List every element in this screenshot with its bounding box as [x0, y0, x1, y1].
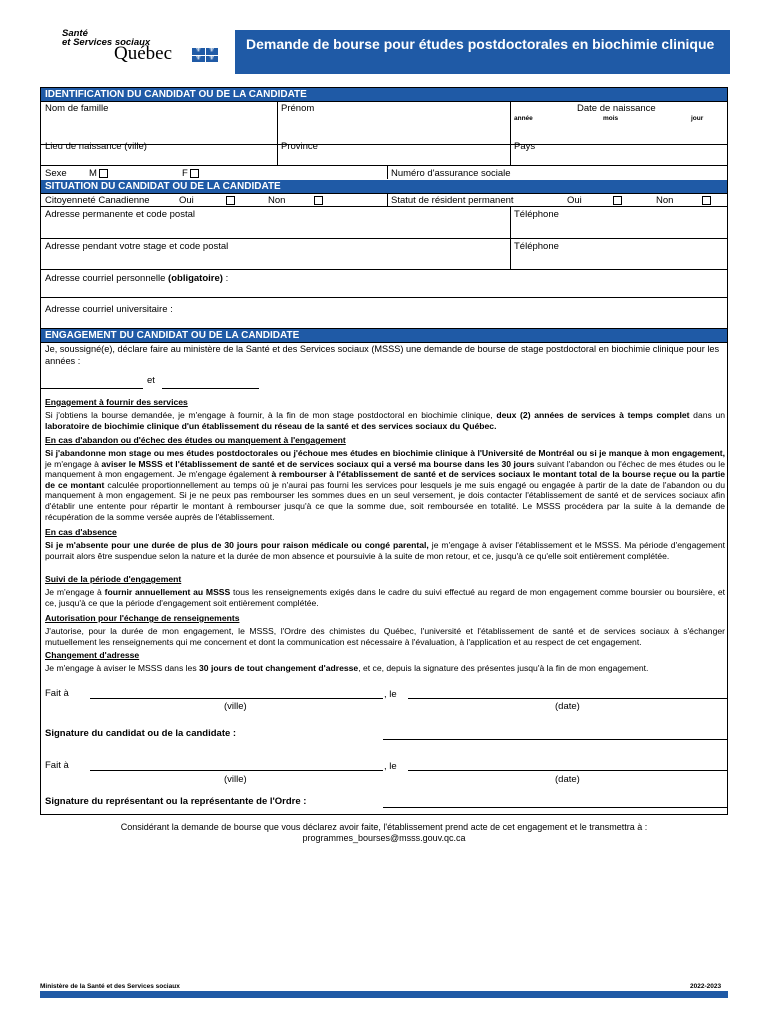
paragraph-follow-up: Je m'engage à fournir annuellement au MSSS tous les renseignements exigés dans le cadre du suivi effectué au regard de mon engagement comme boursier ou boursière, et ce, jusqu'à ce que la période d'engagement soit entièrement complétée.: [45, 587, 725, 608]
footer-ministry: Ministère de la Santé et des Services sociaux: [40, 983, 180, 990]
label-first-name: Prénom: [281, 103, 315, 114]
label-year: année: [514, 115, 533, 122]
title-banner: [235, 30, 730, 74]
label-country: Pays: [514, 141, 536, 152]
label-personal-email: Adresse courriel personnelle (obligatoire) :: [45, 273, 229, 284]
label-order-signature: Signature du représentant ou la représentante de l'Ordre :: [45, 796, 307, 807]
checkbox-citizenship-yes[interactable]: [226, 196, 235, 205]
label-city-2: (ville): [224, 774, 247, 785]
order-signature-line[interactable]: [383, 807, 727, 808]
heading-services: Engagement à fournir des services: [45, 397, 188, 407]
sex-male-option[interactable]: M: [89, 168, 108, 179]
label-day: jour: [691, 115, 704, 122]
citizenship-yes-label: Oui: [179, 195, 194, 206]
checkbox-female[interactable]: [190, 169, 199, 178]
label-on-2: , le: [384, 761, 397, 772]
label-phone-1: Téléphone: [514, 209, 559, 220]
label-citizenship: Citoyenneté Canadienne: [45, 195, 150, 206]
heading-authorization: Autorisation pour l'échange de renseignements: [45, 613, 240, 623]
citizenship-no-label: Non: [268, 195, 286, 206]
label-on-1: , le: [384, 689, 397, 700]
page-title: Demande de bourse pour études postdoctorales en biochimie clinique: [246, 36, 715, 52]
candidate-signature-line[interactable]: [383, 739, 727, 740]
label-permanent-resident: Statut de résident permanent: [391, 195, 514, 206]
checkbox-citizenship-no[interactable]: [314, 196, 323, 205]
city-line-2[interactable]: [90, 770, 383, 771]
label-et: et: [147, 375, 155, 386]
label-sin: Numéro d'assurance sociale: [391, 168, 511, 179]
heading-absence: En cas d'absence: [45, 527, 117, 537]
footer-email[interactable]: programmes_bourses@msss.gouv.qc.ca: [302, 833, 466, 843]
logo-line-2: et Services sociaux: [62, 37, 151, 48]
label-last-name: Nom de famille: [45, 103, 109, 114]
paragraph-abandon: Si j'abandonne mon stage ou mes études postdoctorales ou j'échoue mes études en biochimie clinique à l'Université de Montréal ou si je manque à mon engagement, je m'engage à aviser le MSSS et l'établissement de santé et de services sociaux qui a versé ma bourse dans les 30 jours suivant l'abandon ou l'échec de mes études ou le manquement à mon engagement. Je m'engage également à rembourser à l'établissement de santé et de services sociaux le montant total de la bourse reçue ou la partie de ce montant calculée proportionnellement au temps où je n'aurai pas fourni les services pour lesquels je me suis engagé ou engagée à partir de la date de l'abandon ou du manquement à mon engagement. Si je ne peux pas rembourser les sommes dues en un seul versement, je dois contacter l'établissement de santé et de services sociaux afin d'établir une entente pour répartir le montant à rembourser jusqu'à ce que la somme due, soit remboursée en totalité. Le MSSS procédera par la suite à la demande de récupération de la somme versée auprès de l'établissement.: [45, 448, 726, 522]
label-province: Province: [281, 141, 318, 152]
paragraph-absence: Si je m'absente pour une durée de plus de 30 jours pour raison médicale ou congé parental, je m'engage à aviser l'établissement et le MSSS. Ma période d'engagement pourrait alors être suspendue selon la nature et la durée de mon absence et poursuivie à la suite de mon retour, et ce, jusqu'à ce qu'elle soit entièrement complétée.: [45, 540, 726, 561]
logo-line-1: Santé: [62, 28, 88, 39]
label-done-at-1: Fait à: [45, 688, 69, 699]
label-phone-2: Téléphone: [514, 241, 559, 252]
city-line-1[interactable]: [90, 698, 383, 699]
checkbox-resident-no[interactable]: [702, 196, 711, 205]
application-form: [40, 87, 728, 815]
label-sex: Sexe: [45, 168, 67, 179]
label-permanent-address: Adresse permanente et code postal: [45, 209, 195, 220]
label-university-email: Adresse courriel universitaire :: [45, 304, 173, 315]
checkbox-resident-yes[interactable]: [613, 196, 622, 205]
date-line-1[interactable]: [408, 698, 727, 699]
footer-year: 2022-2023: [690, 983, 722, 990]
paragraph-address-change: Je m'engage à aviser le MSSS dans les 30 jours de tout changement d'adresse, et ce, depuis la signature des présentes jusqu'à la fin de mon engagement.: [45, 663, 649, 673]
label-birth-date: Date de naissance: [577, 103, 656, 114]
footer-bar: [40, 991, 728, 998]
label-candidate-signature: Signature du candidat ou de la candidate :: [45, 728, 237, 739]
resident-no-label: Non: [656, 195, 674, 206]
checkbox-male[interactable]: [99, 169, 108, 178]
sex-female-option[interactable]: F: [182, 168, 199, 179]
label-city-1: (ville): [224, 701, 247, 712]
footer-notice: Considérant la demande de bourse que vous déclarez avoir faite, l'établissement prend acte de cet engagement et le transmettra à : programmes_bourses@msss.gouv.qc.ca: [40, 822, 728, 844]
label-birthplace: Lieu de naissance (ville): [45, 141, 147, 152]
section-header-engagement: ENGAGEMENT DU CANDIDAT OU DE LA CANDIDATE: [41, 329, 727, 342]
label-done-at-2: Fait à: [45, 760, 69, 771]
engagement-intro: Je, soussigné(e), déclare faire au ministère de la Santé et des Services sociaux (MSSS) une demande de bourse de stage postdoctoral en biochimie clinique pour les années :: [45, 344, 720, 366]
paragraph-authorization: J'autorise, pour la durée de mon engagement, le MSSS, l'Ordre des chimistes du Québec, l'université et l'établissement de santé et de services sociaux à s'échanger mutuellement les renseignements qui me concernent et dont la communication est nécessaire à l'évaluation, à l'application et au respect de cet engagement.: [45, 626, 725, 647]
label-stage-address: Adresse pendant votre stage et code postal: [45, 241, 229, 252]
heading-abandon: En cas d'abandon ou d'échec des études ou manquement à l'engagement: [45, 435, 346, 445]
section-header-situation: SITUATION DU CANDIDAT OU DE LA CANDIDATE: [41, 180, 727, 193]
date-line-2[interactable]: [408, 770, 727, 771]
fleur-de-lis-flag-icon: ⚜ ⚜ ⚜ ⚜: [192, 48, 218, 62]
quebec-logo: [62, 29, 222, 67]
section-header-identification: IDENTIFICATION DU CANDIDAT OU DE LA CANDIDATE: [41, 88, 727, 101]
heading-address-change: Changement d'adresse: [45, 650, 140, 660]
label-date-1: (date): [555, 701, 580, 712]
logo-line-3: Québec: [114, 43, 173, 64]
heading-follow-up: Suivi de la période d'engagement: [45, 574, 182, 584]
paragraph-services: Si j'obtiens la bourse demandée, je m'engage à fournir, à la fin de mon stage postdoctoral en biochimie clinique, deux (2) années de services à temps complet dans un laboratoire de biochimie clinique d'un établissement du réseau de la santé et des services sociaux du Québec.: [45, 410, 726, 431]
label-month: mois: [603, 115, 619, 122]
resident-yes-label: Oui: [567, 195, 582, 206]
label-date-2: (date): [555, 774, 580, 785]
